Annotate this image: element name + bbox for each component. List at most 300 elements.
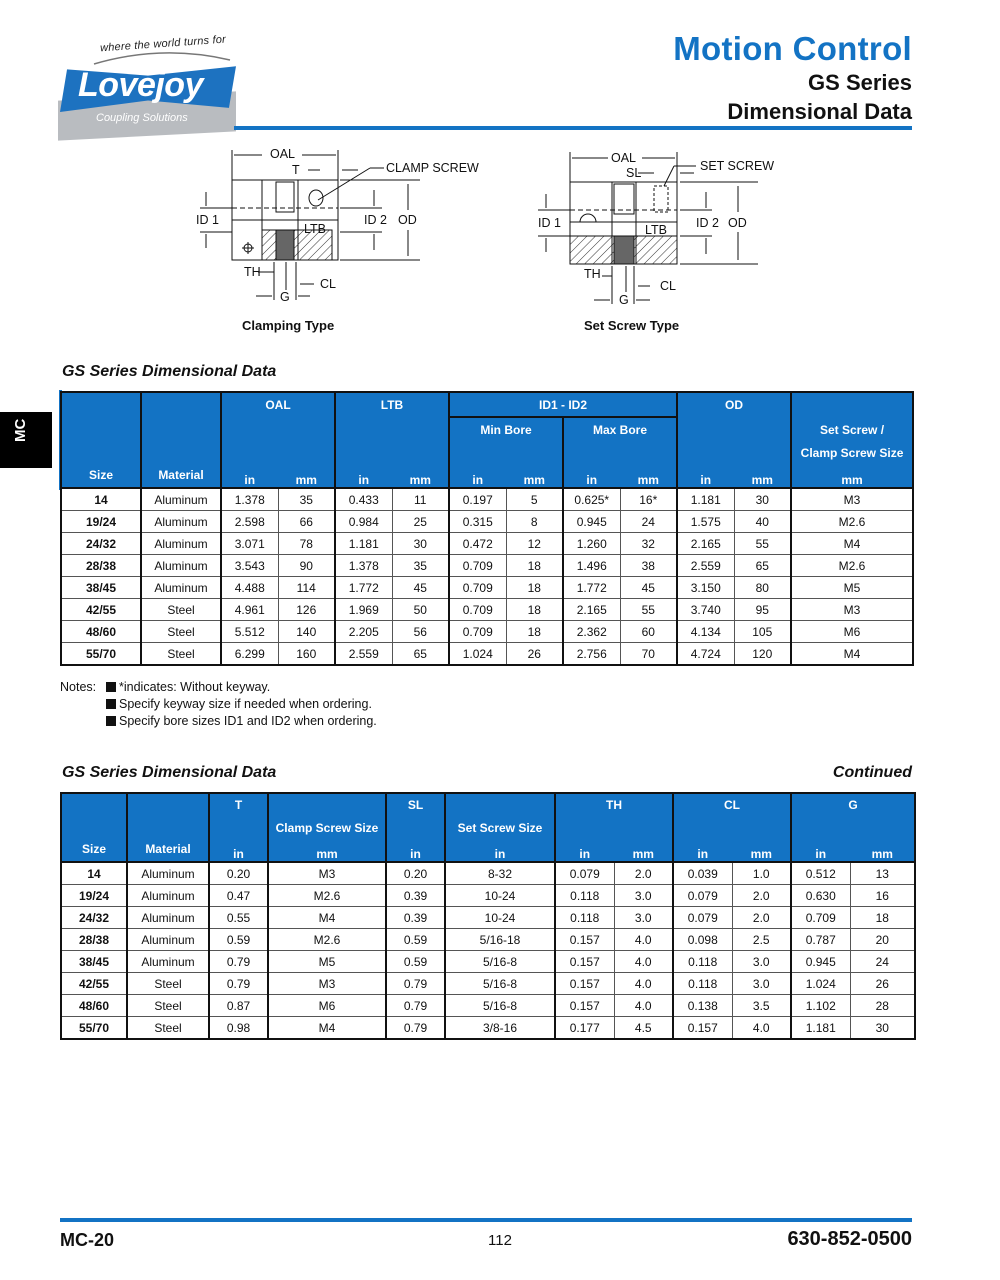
table-row	[61, 533, 913, 555]
table-cell: 1.378	[221, 488, 278, 511]
table-cell: 11	[392, 488, 449, 511]
table-cell: 0.118	[555, 907, 614, 929]
table-cell: 3.071	[221, 533, 278, 555]
table-cell: 0.079	[673, 885, 732, 907]
unit-in: in	[335, 465, 392, 488]
label-oal: OAL	[270, 147, 296, 161]
logo-tagline: where the world turns for	[99, 33, 227, 55]
unit-mm: mm	[791, 465, 913, 488]
cell-material: Aluminum	[127, 862, 209, 885]
col-screw-size: Set Screw / Clamp Screw Size	[791, 392, 913, 465]
table-cell: 0.79	[386, 973, 445, 995]
table-cell: 1.181	[677, 488, 734, 511]
table-cell: 95	[734, 599, 791, 621]
table-cell: 0.79	[386, 1017, 445, 1040]
table-cell: 6.299	[221, 643, 278, 666]
table-cell: 5.512	[221, 621, 278, 643]
table-cell: 1.772	[563, 577, 620, 599]
table-cell: 0.098	[673, 929, 732, 951]
cell-size: 42/55	[61, 973, 127, 995]
table-cell: 4.0	[614, 995, 673, 1017]
table-cell: 5/16-8	[445, 973, 555, 995]
table-cell: 8-32	[445, 862, 555, 885]
table-cell: 3.543	[221, 555, 278, 577]
col-material: Material	[141, 392, 221, 488]
set-screw-coupling-drawing-icon	[530, 140, 830, 340]
table-cell: 60	[620, 621, 677, 643]
table-cell: 4.134	[677, 621, 734, 643]
table-cell: 4.5	[614, 1017, 673, 1040]
table-cell: 38	[620, 555, 677, 577]
table-cell: 13	[850, 862, 915, 885]
table-cell: 90	[278, 555, 335, 577]
bullet-square-icon	[106, 682, 116, 692]
table-cell: 0.197	[449, 488, 506, 511]
table-cell: 8	[506, 511, 563, 533]
table-cell: 4.724	[677, 643, 734, 666]
spacer	[209, 816, 268, 839]
table-cell: 4.961	[221, 599, 278, 621]
table-cell: M3	[791, 599, 913, 621]
col-max-bore: Max Bore	[563, 417, 677, 465]
table-cell: 2.0	[614, 862, 673, 885]
unit-in: in	[209, 839, 268, 862]
continued-label: Continued	[832, 764, 912, 781]
unit-in: in	[221, 465, 278, 488]
cell-material: Steel	[127, 995, 209, 1017]
table-cell: 10-24	[445, 907, 555, 929]
label-th: TH	[584, 267, 601, 281]
table-cell: 0.118	[673, 951, 732, 973]
unit-in: in	[563, 465, 620, 488]
table-cell: 3.740	[677, 599, 734, 621]
table-cell: 0.138	[673, 995, 732, 1017]
label-oal: OAL	[611, 151, 637, 165]
cell-size: 14	[61, 488, 141, 511]
cell-material: Aluminum	[141, 577, 221, 599]
table-cell: 0.945	[791, 951, 850, 973]
table-cell: 114	[278, 577, 335, 599]
cell-material: Aluminum	[141, 488, 221, 511]
table-cell: 80	[734, 577, 791, 599]
col-size: Size	[61, 793, 127, 862]
unit-mm: mm	[278, 465, 335, 488]
table-row	[61, 885, 915, 907]
col-ltb: LTB	[335, 392, 449, 465]
table-cell: 1.496	[563, 555, 620, 577]
footer-page-number: 112	[488, 1232, 512, 1249]
table-cell: 0.630	[791, 885, 850, 907]
cell-size: 55/70	[61, 643, 141, 666]
table-cell: 18	[506, 555, 563, 577]
clamping-type-caption: Clamping Type	[242, 318, 335, 333]
unit-mm: mm	[392, 465, 449, 488]
table-row	[61, 621, 913, 643]
cell-size: 55/70	[61, 1017, 127, 1040]
bullet-square-icon	[106, 699, 116, 709]
table-cell: 1.024	[449, 643, 506, 666]
table-row	[61, 511, 913, 533]
spacer	[386, 816, 445, 839]
footer-section-code: MC-20	[60, 1230, 115, 1250]
table-cell: 65	[392, 643, 449, 666]
footer-rule	[60, 1218, 912, 1222]
label-id1: ID 1	[196, 213, 219, 227]
table-cell: M2.6	[268, 885, 386, 907]
table-cell: 50	[392, 599, 449, 621]
table-cell: 0.20	[209, 862, 268, 885]
cell-size: 48/60	[61, 621, 141, 643]
cell-material: Aluminum	[127, 907, 209, 929]
cell-material: Steel	[127, 1017, 209, 1040]
table-cell: 120	[734, 643, 791, 666]
label-id2: ID 2	[364, 213, 387, 227]
header-rule	[234, 126, 912, 130]
cell-size: 14	[61, 862, 127, 885]
col-oal: OAL	[221, 392, 335, 465]
table-cell: 0.55	[209, 907, 268, 929]
label-od: OD	[398, 213, 417, 227]
table-cell: 30	[392, 533, 449, 555]
table-cell: 55	[620, 599, 677, 621]
unit-mm: mm	[620, 465, 677, 488]
table-cell: 4.0	[614, 973, 673, 995]
col-od: OD	[677, 392, 791, 465]
table-cell: M2.6	[791, 511, 913, 533]
table-cell: 1.181	[791, 1017, 850, 1040]
table-cell: 0.945	[563, 511, 620, 533]
table-cell: M6	[268, 995, 386, 1017]
table-cell: 56	[392, 621, 449, 643]
table-cell: 0.98	[209, 1017, 268, 1040]
table-cell: 0.79	[386, 995, 445, 1017]
table-cell: M5	[268, 951, 386, 973]
cell-size: 24/32	[61, 907, 127, 929]
table-cell: 0.79	[209, 951, 268, 973]
table-cell: 2.362	[563, 621, 620, 643]
note-item: *indicates: Without keyway.	[106, 679, 270, 696]
table-cell: 2.205	[335, 621, 392, 643]
unit-in: in	[673, 839, 732, 862]
table-cell: 1.102	[791, 995, 850, 1017]
table-cell: 0.79	[209, 973, 268, 995]
logo-brand: Lovejoy	[78, 66, 203, 104]
table2-title: GS Series Dimensional Data	[62, 764, 277, 781]
label-g: G	[280, 290, 290, 304]
col-th: TH	[555, 793, 673, 839]
label-id2: ID 2	[696, 216, 719, 230]
table-cell: 0.512	[791, 862, 850, 885]
col-clamp-screw-size: Clamp Screw Size	[268, 793, 386, 839]
table-row	[61, 995, 915, 1017]
table-cell: 0.39	[386, 907, 445, 929]
table-cell: 2.0	[732, 885, 791, 907]
table-cell: 126	[278, 599, 335, 621]
page-title: Motion Control	[673, 30, 912, 67]
table-cell: 3.0	[732, 951, 791, 973]
footer-phone: 630-852-0500	[787, 1228, 912, 1250]
table-cell: 0.118	[673, 973, 732, 995]
clamping-type-diagram	[190, 140, 490, 340]
table-cell: 4.0	[732, 1017, 791, 1040]
table-cell: 0.59	[209, 929, 268, 951]
table-cell: 4.488	[221, 577, 278, 599]
cell-material: Steel	[141, 599, 221, 621]
table-cell: 2.559	[335, 643, 392, 666]
col-set-screw-size: Set Screw Size	[445, 793, 555, 839]
table-cell: 16	[850, 885, 915, 907]
table-cell: 18	[506, 621, 563, 643]
table-cell: 0.157	[555, 951, 614, 973]
bullet-square-icon	[106, 716, 116, 726]
side-tab-label: MC	[12, 418, 29, 442]
table-cell: 1.181	[335, 533, 392, 555]
table-row	[61, 555, 913, 577]
table-cell: 0.079	[555, 862, 614, 885]
col-g: G	[791, 793, 915, 839]
cell-material: Aluminum	[127, 929, 209, 951]
cell-material: Steel	[141, 643, 221, 666]
table-cell: 12	[506, 533, 563, 555]
col-cl: CL	[673, 793, 791, 839]
table-cell: 0.472	[449, 533, 506, 555]
table-cell: 40	[734, 511, 791, 533]
table-cell: 70	[620, 643, 677, 666]
label-t: T	[292, 163, 300, 177]
table-cell: 0.157	[673, 1017, 732, 1040]
logo-subtitle: Coupling Solutions	[96, 112, 188, 124]
table-cell: 24	[850, 951, 915, 973]
col-t: T	[209, 793, 268, 816]
table-cell: 1.0	[732, 862, 791, 885]
cell-size: 19/24	[61, 885, 127, 907]
table-cell: 66	[278, 511, 335, 533]
table-cell: 35	[278, 488, 335, 511]
table-cell: 3.0	[614, 885, 673, 907]
table-cell: 0.157	[555, 973, 614, 995]
cell-material: Steel	[127, 973, 209, 995]
col-min-bore: Min Bore	[449, 417, 563, 465]
label-cl: CL	[320, 277, 336, 291]
table-cell: 0.787	[791, 929, 850, 951]
cell-size: 38/45	[61, 951, 127, 973]
table-cell: 65	[734, 555, 791, 577]
table-cell: 2.598	[221, 511, 278, 533]
unit-mm: mm	[268, 839, 386, 862]
cell-material: Aluminum	[127, 951, 209, 973]
label-od: OD	[728, 216, 747, 230]
set-screw-type-diagram	[530, 140, 830, 340]
section-subtitle: Dimensional Data	[727, 99, 912, 124]
table-cell: 0.87	[209, 995, 268, 1017]
table-cell: 0.315	[449, 511, 506, 533]
unit-mm: mm	[734, 465, 791, 488]
side-tab-mc	[0, 412, 52, 468]
unit-in: in	[555, 839, 614, 862]
label-sl: SL	[626, 166, 642, 180]
table-cell: 3.0	[732, 973, 791, 995]
table-cell: M4	[791, 643, 913, 666]
table-cell: 45	[620, 577, 677, 599]
table-cell: 0.59	[386, 951, 445, 973]
table-cell: 0.59	[386, 929, 445, 951]
table-cell: 160	[278, 643, 335, 666]
unit-in: in	[445, 839, 555, 862]
table-cell: M4	[268, 1017, 386, 1040]
table-cell: 0.157	[555, 929, 614, 951]
label-id1: ID 1	[538, 216, 561, 230]
table-cell: 2.165	[563, 599, 620, 621]
label-cl: CL	[660, 279, 676, 293]
unit-in: in	[449, 465, 506, 488]
col-sl: SL	[386, 793, 445, 816]
table-row	[61, 1017, 915, 1040]
col-material: Material	[127, 793, 209, 862]
cell-material: Aluminum	[141, 511, 221, 533]
table-cell: M3	[268, 973, 386, 995]
table-cell: 1.378	[335, 555, 392, 577]
label-ltb: LTB	[304, 222, 326, 236]
note-item: Specify bore sizes ID1 and ID2 when ordering.	[106, 713, 377, 730]
table-cell: 28	[850, 995, 915, 1017]
table-cell: 2.756	[563, 643, 620, 666]
table-row	[61, 929, 915, 951]
table-cell: 1.024	[791, 973, 850, 995]
table-cell: 24	[620, 511, 677, 533]
table-cell: 0.039	[673, 862, 732, 885]
cell-material: Steel	[141, 621, 221, 643]
logo-swoosh-icon	[92, 46, 232, 66]
table-cell: 2.559	[677, 555, 734, 577]
label-th: TH	[244, 265, 261, 279]
table-cell: 3/8-16	[445, 1017, 555, 1040]
set-screw-type-caption: Set Screw Type	[584, 318, 680, 333]
cell-size: 28/38	[61, 929, 127, 951]
label-clamp-screw: CLAMP SCREW	[386, 161, 479, 175]
table-cell: 16*	[620, 488, 677, 511]
table-cell: 30	[850, 1017, 915, 1040]
table-cell: 4.0	[614, 951, 673, 973]
table-cell: 0.157	[555, 995, 614, 1017]
table-cell: M4	[268, 907, 386, 929]
cell-material: Aluminum	[127, 885, 209, 907]
label-g: G	[619, 293, 629, 307]
table-cell: 0.984	[335, 511, 392, 533]
table-cell: 18	[506, 599, 563, 621]
table-cell: 18	[850, 907, 915, 929]
table-cell: 32	[620, 533, 677, 555]
notes-label: Notes:	[60, 680, 97, 694]
table-cell: 26	[850, 973, 915, 995]
table-cell: 0.20	[386, 862, 445, 885]
table-row	[61, 577, 913, 599]
table-cell: 18	[506, 577, 563, 599]
cell-size: 19/24	[61, 511, 141, 533]
table-cell: 0.709	[449, 577, 506, 599]
table-cell: M2.6	[268, 929, 386, 951]
table-cell: 78	[278, 533, 335, 555]
table-cell: M2.6	[791, 555, 913, 577]
table-row	[61, 973, 915, 995]
table-cell: 0.709	[449, 621, 506, 643]
cell-size: 48/60	[61, 995, 127, 1017]
unit-mm: mm	[732, 839, 791, 862]
table-cell: 3.5	[732, 995, 791, 1017]
table-cell: 2.0	[732, 907, 791, 929]
table-cell: 1.260	[563, 533, 620, 555]
table-cell: 0.079	[673, 907, 732, 929]
unit-mm: mm	[850, 839, 915, 862]
table-cell: 105	[734, 621, 791, 643]
table1-title: GS Series Dimensional Data	[62, 363, 277, 380]
table-cell: M3	[268, 862, 386, 885]
table-cell: 30	[734, 488, 791, 511]
table-cell: 140	[278, 621, 335, 643]
table-cell: 25	[392, 511, 449, 533]
unit-in: in	[791, 839, 850, 862]
label-set-screw: SET SCREW	[700, 159, 775, 173]
table-row	[61, 488, 913, 511]
unit-in: in	[386, 839, 445, 862]
table-cell: 4.0	[614, 929, 673, 951]
table-cell: 2.165	[677, 533, 734, 555]
table-cell: 3.150	[677, 577, 734, 599]
table-row	[61, 951, 915, 973]
table-cell: 0.709	[791, 907, 850, 929]
cell-size: 24/32	[61, 533, 141, 555]
table-cell: 20	[850, 929, 915, 951]
table-cell: 5/16-8	[445, 951, 555, 973]
table-cell: 1.969	[335, 599, 392, 621]
table-cell: M5	[791, 577, 913, 599]
table-cell: M3	[791, 488, 913, 511]
table-row	[61, 599, 913, 621]
cell-size: 42/55	[61, 599, 141, 621]
table-cell: 3.0	[614, 907, 673, 929]
dimensional-data-table-2	[60, 792, 916, 1040]
table-cell: 26	[506, 643, 563, 666]
table-cell: 0.39	[386, 885, 445, 907]
table-cell: 0.433	[335, 488, 392, 511]
table-cell: 0.177	[555, 1017, 614, 1040]
table-cell: 0.118	[555, 885, 614, 907]
unit-in: in	[677, 465, 734, 488]
table-cell: 0.625*	[563, 488, 620, 511]
table-cell: M4	[791, 533, 913, 555]
cell-size: 28/38	[61, 555, 141, 577]
table-cell: 1.772	[335, 577, 392, 599]
unit-mm: mm	[614, 839, 673, 862]
table-row	[61, 643, 913, 666]
table-cell: M6	[791, 621, 913, 643]
table-cell: 35	[392, 555, 449, 577]
label-ltb: LTB	[645, 223, 667, 237]
table-cell: 10-24	[445, 885, 555, 907]
table-cell: 0.709	[449, 599, 506, 621]
series-title: GS Series	[808, 70, 912, 95]
table-cell: 0.47	[209, 885, 268, 907]
table-row	[61, 907, 915, 929]
dimensional-data-table-1	[60, 391, 914, 666]
table-cell: 0.709	[449, 555, 506, 577]
cell-size: 38/45	[61, 577, 141, 599]
note-item: Specify keyway size if needed when ordering.	[106, 696, 372, 713]
col-id1-id2: ID1 - ID2	[449, 392, 677, 417]
unit-mm: mm	[506, 465, 563, 488]
col-size: Size	[61, 392, 141, 488]
table-cell: 5	[506, 488, 563, 511]
table-cell: 55	[734, 533, 791, 555]
